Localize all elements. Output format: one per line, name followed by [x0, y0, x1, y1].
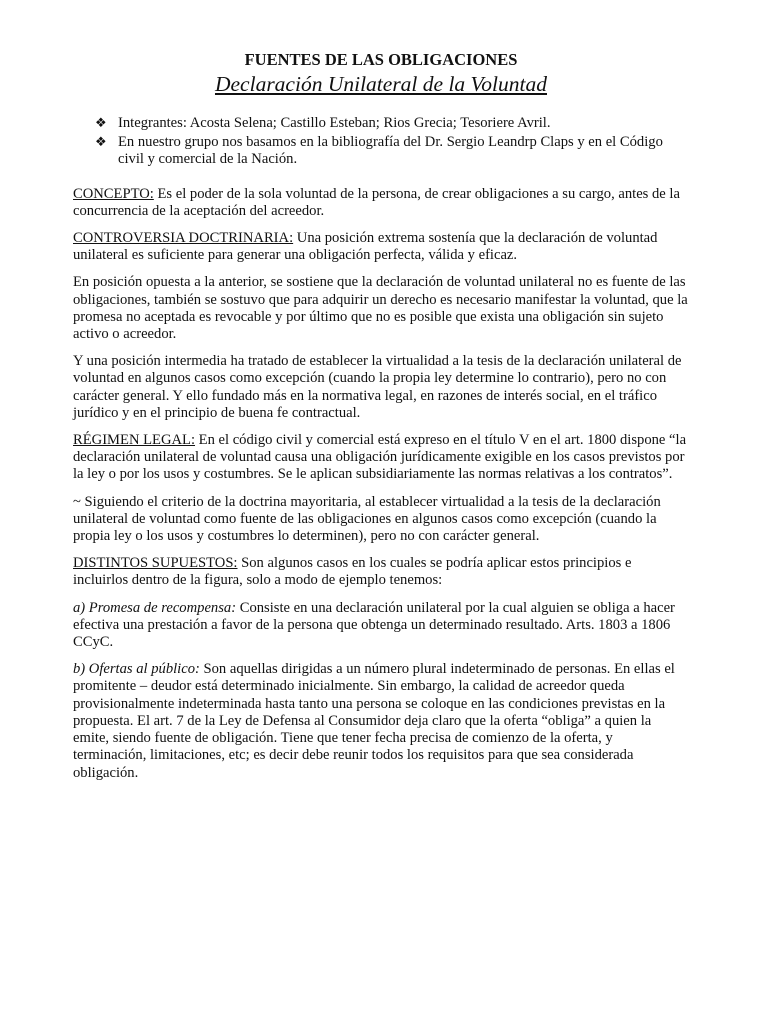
- paragraph-text: Una posición extrema sostenía que la declaración de voluntad unilateral es suficiente para generar una obligación perfecta, válida y eficaz.: [73, 230, 658, 264]
- document-body: [73, 50, 689, 792]
- paragraph-posicion-opuesta: En posición opuesta a la anterior, se sostiene que la declaración de voluntad unilateral no es fuente de las obligaciones, también se sostuvo que para adquirir un derecho es necesario manifestar la voluntad, que la promesa no aceptada es revocable y por último que no es posible que exista una obligación sin sujeto activo o acreedor.: [73, 274, 688, 343]
- paragraph-text: En el código civil y comercial está expreso en el título V en el art. 1800 dispone “la declaración unilateral de voluntad causa una obligación jurídicamente exigible en los casos previstos por la ley o por los usos y costumbres. Se le aplican subsidiariamente las normas relativas a los contratos”.: [73, 432, 687, 483]
- paragraph-text: Son aquellas dirigidas a un número plural indeterminado de personas. En ellas el promitente – deudor está determinado inicialmente. Sin embargo, la calidad de acreedor queda provisionalmente indeterminada hasta tanto una persona se coloque en las condiciones previstas en la propuesta. El art. 7 de la Ley de Defensa al Consumidor deja claro que la oferta “obliga” a quien la emite, siendo fuente de obligación. Tiene que tener fecha precisa de comienzo de la oferta, y terminación, limitaciones, etc; es decir debe reunir todos los requisitos para que sea considerada obligación.: [73, 661, 675, 781]
- paragraph-promesa: [73, 600, 689, 652]
- paragraph-text: Son algunos casos en los cuales se podría aplicar estos principios e incluirlos dentro de la figura, solo a modo de ejemplo tenemos:: [73, 555, 632, 589]
- diamond-bullet-icon: ❖: [95, 135, 107, 151]
- list-item: [73, 115, 689, 132]
- list-item: [73, 134, 689, 168]
- paragraph-regimen-legal: [73, 432, 689, 484]
- paragraph-concepto: [73, 186, 689, 220]
- paragraph-criterio: ~ Siguiendo el criterio de la doctrina mayoritaria, al establecer virtualidad a la tesis de la declaración unilateral de voluntad como fuente de las obligaciones en algunos casos como excepción (cuando la propia ley o los usos y costumbres lo determinen), pero no con carácter general.: [73, 493, 661, 545]
- section-label: DISTINTOS SUPUESTOS:: [73, 555, 238, 572]
- document-subtitle: Declaración Unilateral de la Voluntad: [214, 72, 547, 96]
- paragraph-supuestos: [73, 555, 689, 589]
- paragraph-ofertas: [73, 661, 689, 781]
- bullet-text: Integrantes: Acosta Selena; Castillo Esteban; Rios Grecia; Tesoriere Avril.: [118, 115, 551, 131]
- paragraph-text: Consiste en una declaración unilateral por la cual alguien se obliga a hacer efectiva una prestación a favor de la persona que obtenga un determinado resultado. Arts. 1803 a 1806 CCyC.: [73, 599, 675, 651]
- section-label: CONCEPTO:: [73, 185, 154, 202]
- diamond-bullet-icon: ❖: [95, 116, 107, 131]
- bullet-text: En nuestro grupo nos basamos en la bibliografía del Dr. Sergio Leandrp Claps y en el Código civil y comercial de la Nación.: [118, 134, 663, 168]
- document-title: FUENTES DE LAS OBLIGACIONES: [244, 50, 518, 69]
- item-label: a) Promesa de recompensa:: [73, 599, 237, 616]
- paragraph-controversia: [73, 230, 689, 264]
- bullet-list: [73, 115, 689, 169]
- section-label: CONTROVERSIA DOCTRINARIA:: [73, 230, 294, 247]
- paragraph-text: Es el poder de la sola voluntad de la persona, de crear obligaciones a su cargo, antes de la concurrencia de la aceptación del acreedor.: [73, 185, 680, 219]
- section-label: RÉGIMEN LEGAL:: [73, 432, 196, 449]
- paragraph-posicion-intermedia: Y una posición intermedia ha tratado de establecer la virtualidad a la tesis de la declaración unilateral de voluntad en algunos casos como excepción (cuando la propia ley determine lo contrario), pero no con carácter general. Y ello fundado más en la normativa legal, en razones de interés social, en el tráfico jurídico y en el principio de buena fe contractual.: [73, 353, 682, 421]
- item-label: b) Ofertas al público:: [73, 661, 200, 678]
